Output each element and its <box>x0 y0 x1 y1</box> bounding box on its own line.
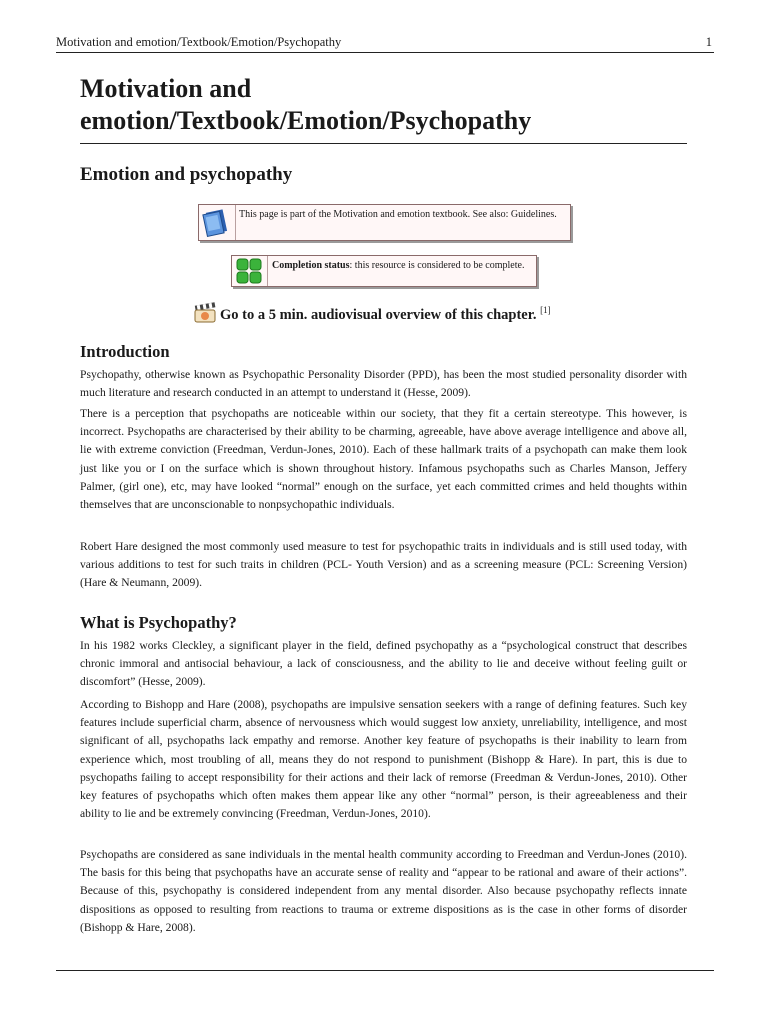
what-is-paragraph: In his 1982 works Cleckley, a significant player in the field, defined psychopathy as a “psychological construct that describes chronic immoral and antisocial behaviour, a lack of consciousness, and the ability to lie and deceive without feeling guilt or discomfort” (Hesse, 2009). <box>80 639 687 689</box>
status-text: : this resource is considered to be complete. <box>349 260 525 271</box>
page-title: Motivation and emotion/Textbook/Emotion/Psychopathy <box>80 74 532 135</box>
running-header-title: Motivation and emotion/Textbook/Emotion/Psychopathy <box>56 35 342 49</box>
page-number: 1 <box>705 35 712 49</box>
audiovisual-link[interactable]: Go to a 5 min. audiovisual overview of this chapter. <box>220 306 537 323</box>
status-box <box>231 255 537 287</box>
introduction-heading: Introduction <box>80 342 170 361</box>
title-rule <box>80 143 687 144</box>
intro-paragraph: There is a perception that psychopaths are noticeable within our society, that they fit a certain stereotype. This however, is incorrect. Psychopaths are characterised by their ability to be charming, agreeable, have above average intelligence and above all, lie with extreme conviction (Freedman, Verdun-Jones, 2010). Each of these hallmark traits of a psychopath can make them look just like you or I on the surface which is shown throughout history. Infamous psychopaths such as Charles Manson, Jeffery Palmer, (girl one), etc, may have looked “normal” enough on the surface, yet each committed crimes and held thoughts within themselves that are unconscionable to nonpsychopathic individuals. <box>80 407 687 512</box>
audiovisual-link-row[interactable] <box>193 300 613 324</box>
reference-link[interactable]: [1] <box>540 305 551 315</box>
status-label: Completion status <box>272 260 350 271</box>
what-is-paragraph: According to Bishopp and Hare (2008), psychopaths are impulsive sensation seekers with a range of defining features. Such key features include superficial charm, absence of nervousness which would suggest low anxiety, unreliability, intelligence, and most significant of all, psychopaths lack empathy and remorse. Another key feature of psychopaths is their inability to learn from experience which, most troubling of all, means they do not respond to punishment (Bishopp & Hare). In part, this is due to psychopaths failing to accept responsibility for their actions and their lack of remorse (Freedman & Verdun-Jones, 2010). Other key features of psychopaths which often makes them appear like any other “normal” person, is their agreeableness and their ability to lie and be extremely convincing (Freedman, Verdun-Jones, 2010). <box>80 698 687 821</box>
header-rule <box>56 52 714 53</box>
what-is-heading: What is Psychopathy? <box>80 613 237 632</box>
notice-box <box>198 204 571 241</box>
book-icon <box>199 205 236 240</box>
running-header <box>56 33 714 51</box>
intro-paragraph: Robert Hare designed the most commonly used measure to test for psychopathic traits in individuals and is still used today, with various additions to test for such traits in children (PCL- Youth Version) and as a screening measure (PCL: Screening Version) (Hare & Neumann, 2009). <box>80 540 687 590</box>
intro-paragraph: Psychopathy, otherwise known as Psychopathic Personality Disorder (PPD), has been the most studied personality disorder with much literature and research conducted in an attempt to understand it (Hesse, 2009). <box>80 368 687 400</box>
section-heading: Emotion and psychopathy <box>80 164 293 185</box>
film-clapper-icon <box>193 300 217 324</box>
what-is-paragraph: Psychopaths are considered as sane individuals in the mental health community according to Freedman and Verdun-Jones (2010). The basis for this being that psychopaths have an accurate sense of reality and “appear to be rational and aware of their actions”. Because of this, psychopathy is considered independent from any mental disorder. Also because psychopathy reflects innate dispositions as opposed to resulting from reactions to trauma or extreme dispositions as is the case in other forms of disorder (Bishopp & Hare, 2008). <box>80 848 687 934</box>
notice-text: This page is part of the Motivation and emotion textbook. See also: Guidelines. <box>239 209 557 220</box>
four-squares-icon <box>232 256 268 286</box>
footer-rule <box>56 970 714 971</box>
